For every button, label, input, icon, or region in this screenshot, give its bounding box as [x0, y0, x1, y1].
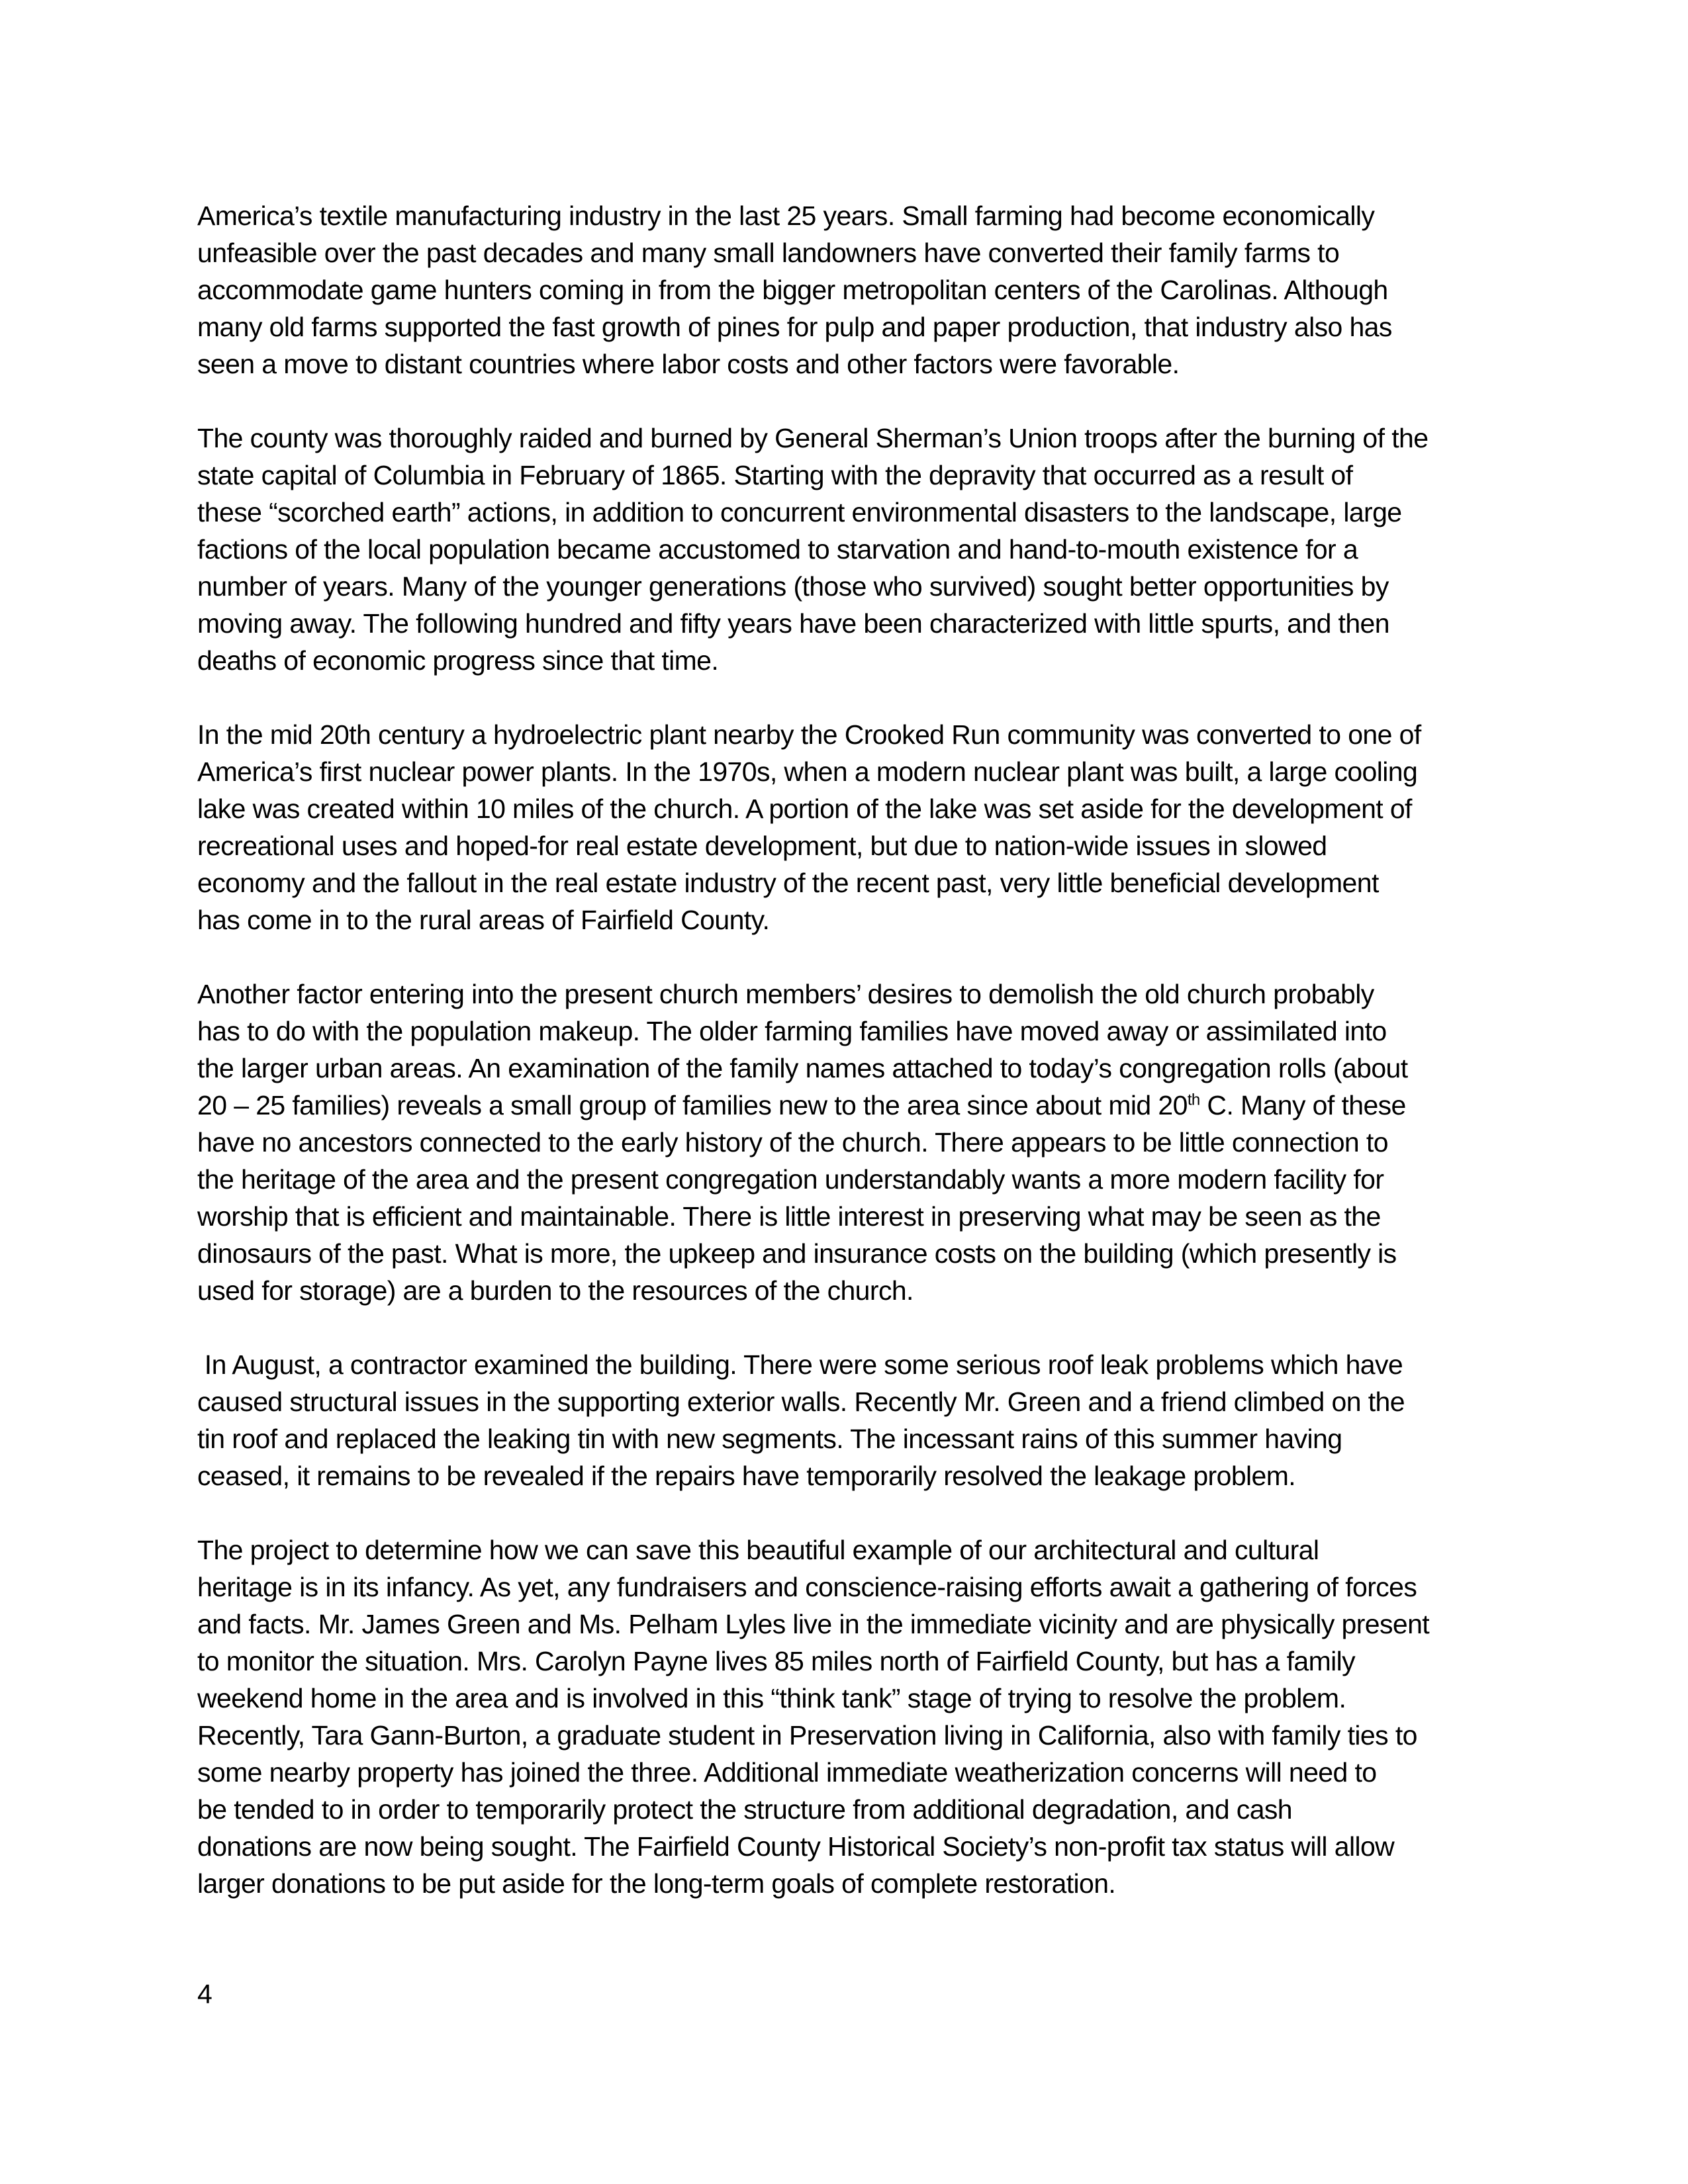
text-line: moving away. The following hundred and fifty years have been characterized with little spurts, and then — [197, 608, 1389, 639]
text-line: The project to determine how we can save this beautiful example of our architectural and cultural — [197, 1535, 1319, 1565]
text-line: tin roof and replaced the leaking tin with new segments. The incessant rains of this summer having — [197, 1424, 1342, 1454]
text-line: some nearby property has joined the three. Additional immediate weatherization concerns will need to — [197, 1757, 1377, 1788]
text-line: unfeasible over the past decades and many small landowners have converted their family farms to — [197, 238, 1340, 268]
text-line: dinosaurs of the past. What is more, the upkeep and insurance costs on the building (which presently is — [197, 1238, 1397, 1269]
text-line: economy and the fallout in the real estate industry of the recent past, very little beneficial development — [197, 868, 1379, 898]
paragraph-preservation-project — [197, 1531, 1515, 1902]
text-line: have no ancestors connected to the early history of the church. There appears to be little connection to — [197, 1127, 1388, 1158]
text-line: many old farms supported the fast growth of pines for pulp and paper production, that industry also has — [197, 312, 1392, 342]
text-line: used for storage) are a burden to the resources of the church. — [197, 1275, 914, 1306]
text-line: heritage is in its infancy. As yet, any fundraisers and conscience-raising efforts await a gathering of forces — [197, 1572, 1417, 1602]
text-line: America’s first nuclear power plants. In the 1970s, when a modern nuclear plant was built, a large cooling — [197, 756, 1418, 787]
text-segment: 20 – 25 families) reveals a small group of families new to the area since about mid 20 — [197, 1090, 1188, 1120]
text-line: to monitor the situation. Mrs. Carolyn Payne lives 85 miles north of Fairfield County, but has a family — [197, 1646, 1356, 1676]
document-body — [197, 197, 1515, 1939]
text-line: caused structural issues in the supporting exterior walls. Recently Mr. Green and a friend climbed on the — [197, 1387, 1405, 1417]
text-line: lake was created within 10 miles of the church. A portion of the lake was set aside for the development of — [197, 794, 1412, 824]
text-line: has come in to the rural areas of Fairfield County. — [197, 905, 770, 935]
text-line: recreational uses and hoped-for real estate development, but due to nation-wide issues in slowed — [197, 831, 1327, 861]
text-line: In the mid 20th century a hydroelectric plant nearby the Crooked Run community was converted to one of — [197, 719, 1421, 750]
page-number: 4 — [197, 1979, 212, 2009]
paragraph-textile-industry — [197, 197, 1515, 383]
text-line: and facts. Mr. James Green and Ms. Pelham Lyles live in the immediate vicinity and are physically present — [197, 1609, 1430, 1639]
text-line: donations are now being sought. The Fairfield County Historical Society’s non-profit tax status will allow — [197, 1831, 1395, 1862]
text-line: ceased, it remains to be revealed if the repairs have temporarily resolved the leakage problem. — [197, 1461, 1296, 1491]
paragraph-population-makeup — [197, 976, 1515, 1309]
text-line: Recently, Tara Gann-Burton, a graduate student in Preservation living in California, also with family ties to — [197, 1720, 1417, 1751]
text-segment: C. Many of these — [1199, 1090, 1406, 1120]
text-line: America’s textile manufacturing industry in the last 25 years. Small farming had become economically — [197, 201, 1375, 231]
text-line: Another factor entering into the present church members’ desires to demolish the old church probably — [197, 979, 1374, 1009]
text-line: number of years. Many of the younger generations (those who survived) sought better opportunities by — [197, 571, 1389, 602]
text-line: these “scorched earth” actions, in addition to concurrent environmental disasters to the landscape, large — [197, 497, 1402, 527]
text-line: In August, a contractor examined the building. There were some serious roof leak problems which have — [197, 1349, 1403, 1380]
text-line: seen a move to distant countries where labor costs and other factors were favorable. — [197, 349, 1180, 379]
text-line: the heritage of the area and the present congregation understandably wants a more modern facility for — [197, 1164, 1384, 1195]
text-line: state capital of Columbia in February of 1865. Starting with the depravity that occurred as a result of — [197, 460, 1353, 490]
text-line: The county was thoroughly raided and burned by General Sherman’s Union troops after the burning of the — [197, 423, 1429, 453]
paragraph-nuclear-plant — [197, 716, 1515, 938]
text-line: weekend home in the area and is involved in this “think tank” stage of trying to resolve the problem. — [197, 1683, 1346, 1713]
superscript-ordinal: th — [1187, 1091, 1200, 1109]
text-line: the larger urban areas. An examination of the family names attached to today’s congregation rolls (about — [197, 1053, 1408, 1083]
text-line: worship that is efficient and maintainable. There is little interest in preserving what may be seen as the — [197, 1201, 1381, 1232]
paragraph-sherman-raid — [197, 420, 1515, 679]
text-line: accommodate game hunters coming in from the bigger metropolitan centers of the Carolinas. Although — [197, 275, 1388, 305]
text-line — [197, 1087, 1515, 1124]
text-line: be tended to in order to temporarily protect the structure from additional degradation, and cash — [197, 1794, 1293, 1825]
text-line: deaths of economic progress since that time. — [197, 645, 719, 676]
text-line: has to do with the population makeup. The older farming families have moved away or assimilated into — [197, 1016, 1387, 1046]
paragraph-roof-repairs — [197, 1346, 1515, 1494]
text-line: larger donations to be put aside for the long-term goals of complete restoration. — [197, 1868, 1116, 1899]
text-line: factions of the local population became accustomed to starvation and hand-to-mouth existence for a — [197, 534, 1358, 565]
